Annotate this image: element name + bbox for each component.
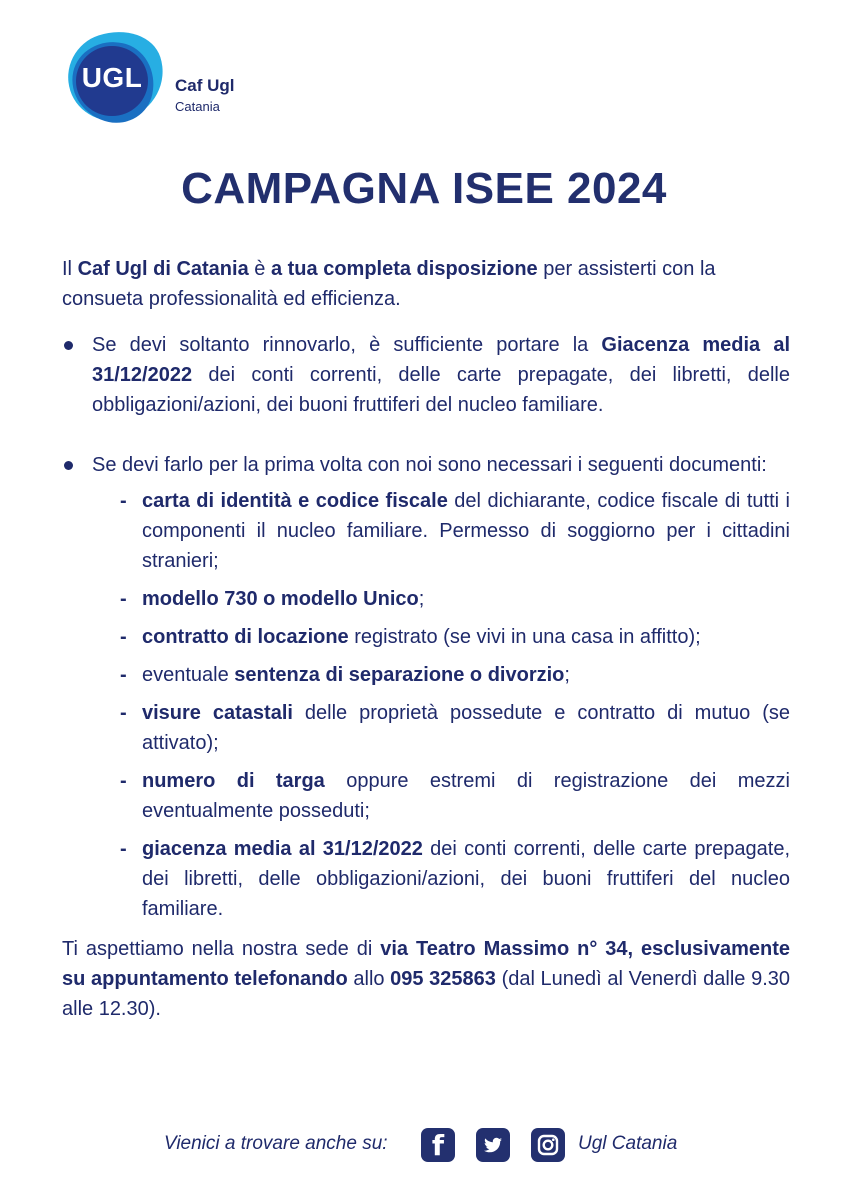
facebook-icon[interactable]: f (421, 1128, 455, 1162)
intro-text-2: è (248, 258, 271, 280)
footer (0, 1126, 848, 1166)
doc-bold: giacenza media al 31/12/2022 (142, 838, 423, 860)
doc-bold: sentenza di separazione o divorzio (234, 664, 565, 686)
doc-post: registrato (se vivi in una casa in affitto); (348, 626, 701, 648)
closing-paragraph (62, 934, 790, 1024)
doc-post: ; (564, 664, 570, 686)
doc-post: ; (418, 588, 425, 610)
doc-post: dei conti correnti, delle carte prepagate, dei libretti, delle obbligazioni/azioni, dei buoni fruttiferi del nucleo familiare. (142, 838, 791, 920)
doc-bold: carta di identità e codice fiscale (142, 490, 448, 512)
ugl-logo (60, 28, 172, 128)
doc-post: oppure estremi di registrazione dei mezzi eventualmente posseduti; (142, 770, 790, 822)
document-body (62, 254, 790, 1024)
footer-text: Vienici a trovare anche su: (164, 1133, 388, 1154)
bullet-first-time (62, 450, 790, 924)
list-item (92, 698, 790, 758)
instagram-icon[interactable] (531, 1128, 565, 1162)
logo-text: UGL (81, 62, 143, 93)
closing-text-2: allo (347, 968, 391, 990)
intro-paragraph (62, 254, 790, 314)
bullet1-text-2: dei conti correnti, delle carte prepagate, dei libretti, delle obbligazioni/azioni, dei buoni fruttiferi del nucleo familiare. (92, 364, 790, 416)
doc-bold: visure catastali (142, 702, 293, 724)
closing-address: via Teatro Massimo n° 34, esclusivamente su appuntamento telefonando (62, 938, 790, 990)
list-item (92, 834, 790, 924)
list-item (92, 584, 790, 614)
page-title: CAMPAGNA ISEE 2024 (181, 164, 667, 213)
list-item (92, 766, 790, 826)
doc-bold: modello 730 o modello Unico (142, 588, 419, 610)
doc-bold: contratto di locazione (142, 626, 349, 648)
twitter-bird-glyph (476, 1128, 510, 1162)
brand-city: Catania (175, 99, 220, 114)
intro-bold-2: a tua completa disposizione (270, 258, 538, 280)
intro-text-1: Il (62, 258, 78, 280)
closing-phone: 095 325863 (390, 968, 496, 990)
closing-text-3: (dal Lunedì al Venerdì dalle 9.30 alle 12.30). (62, 968, 790, 1020)
bullet-renewal (62, 330, 790, 420)
list-item (92, 486, 790, 576)
doc-post: delle proprietà possedute e contratto di mutuo (se attivato); (142, 702, 790, 754)
instagram-camera-glyph (531, 1128, 565, 1162)
intro-text-3: per assisterti con la consueta professionalità ed efficienza. (62, 258, 716, 310)
doc-bold: numero di targa (142, 770, 325, 792)
doc-post: del dichiarante, codice fiscale di tutti i componenti il nucleo familiare. Permesso di soggiorno per i cittadini stranieri; (142, 490, 790, 572)
bullet1-bold: Giacenza media al 31/12/2022 (92, 334, 790, 386)
twitter-icon[interactable] (476, 1128, 510, 1162)
list-item (92, 622, 790, 652)
bullet2-text: Se devi farlo per la prima volta con noi sono necessari i seguenti documenti: (92, 454, 767, 476)
brand-name: Caf Ugl (175, 76, 235, 95)
bullet1-text-1: Se devi soltanto rinnovarlo, è sufficiente portare la (92, 334, 602, 356)
social-handle: Ugl Catania (578, 1133, 678, 1154)
documents-list (92, 486, 790, 924)
closing-text-1: Ti aspettiamo nella nostra sede di (62, 938, 381, 960)
doc-pre: eventuale (142, 664, 235, 686)
list-item (92, 660, 790, 690)
intro-bold-1: Caf Ugl di Catania (77, 258, 249, 280)
